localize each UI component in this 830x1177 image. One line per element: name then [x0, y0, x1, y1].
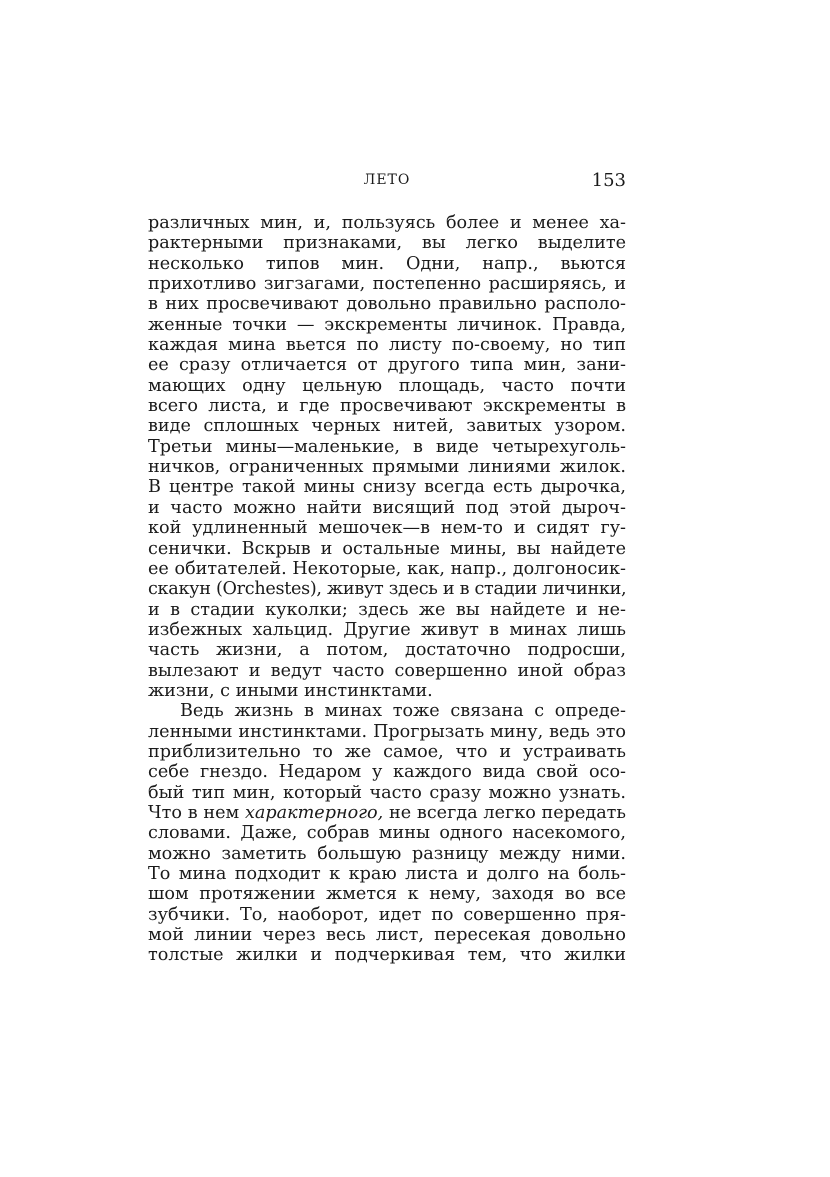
- text-line: зубчики. То, наоборот, идет по совершенно пря-: [148, 904, 626, 925]
- text-line: ее обитателей. Некоторые, как, напр., долгоносик-: [148, 558, 626, 579]
- running-head: ЛЕТО: [363, 172, 411, 188]
- emphasis-text: характерного,: [244, 802, 384, 823]
- text-line: сенички. Вскрыв и остальные мины, вы найдете: [148, 538, 626, 559]
- text-line: виде сплошных черных нитей, завитых узором.: [148, 416, 626, 437]
- text-line: мающих одну цельную площадь, часто почти: [148, 375, 626, 396]
- text-line: себе гнездо. Недаром у каждого вида свой осо-: [148, 762, 626, 783]
- text-line: жизни, с иными инстинктами.: [148, 680, 433, 701]
- text-line: прихотливо зигзагами, постепенно расширяясь, и: [148, 274, 626, 295]
- text-line: в них просвечивают довольно правильно располо-: [148, 294, 626, 315]
- page-header: [148, 170, 626, 194]
- text-line: вылезают и ведут часто совершенно иной образ: [148, 660, 626, 681]
- text-line: В центре такой мины снизу всегда есть дырочка,: [148, 477, 626, 498]
- text-line: мой линии через весь лист, пересекая довольно: [148, 925, 626, 946]
- text-line: каждая мина вьется по листу по-своему, но тип: [148, 335, 626, 356]
- text-line: женные точки — экскременты личинок. Правда,: [148, 314, 626, 335]
- paragraph: [148, 213, 626, 701]
- text-line: кой удлиненный мешочек—в нем-то и сидят гу-: [148, 518, 626, 539]
- text-line: избежных хальцид. Другие живут в минах лишь: [148, 619, 626, 640]
- text-run: не всегда легко передать: [383, 802, 626, 823]
- text-line: часть жизни, а потом, достаточно подросши,: [148, 640, 626, 661]
- text-line: скакун (Orchestes), живут здесь и в стадии личинки,: [148, 579, 627, 600]
- text-line: Третьи мины—маленькие, в виде четырехуголь-: [148, 436, 626, 457]
- text-line: шом протяжении жмется к нему, заходя во все: [148, 884, 626, 905]
- text-line: ничков, ограниченных прямыми линиями жилок.: [148, 457, 626, 478]
- text-line: несколько типов мин. Одни, напр., вьются: [148, 253, 626, 274]
- text-line: Ведь жизнь в минах тоже связана с опреде-: [180, 701, 626, 722]
- text-line: словами. Даже, собрав мины одного насекомого,: [148, 823, 626, 844]
- page-number: 153: [591, 170, 626, 191]
- text-line: и в стадии куколки; здесь же вы найдете и не-: [148, 599, 626, 620]
- text-line: различных мин, и, пользуясь более и менее ха-: [148, 213, 626, 233]
- text-line: всего листа, и где просвечивают экскременты в: [148, 396, 626, 417]
- text-run: Что в нем: [148, 802, 245, 823]
- text-line: ленными инстинктами. Прогрызать мину, ведь это: [148, 721, 626, 742]
- text-line: То мина подходит к краю листа и долго на боль-: [148, 864, 626, 884]
- text-line: рактерными признаками, вы легко выделите: [148, 233, 626, 254]
- body-text: [148, 213, 626, 966]
- text-line: ее сразу отличается от другого типа мин, зани-: [148, 355, 626, 376]
- text-line: толстые жилки и подчеркивая тем, что жилки: [148, 945, 626, 966]
- text-line: бый тип мин, который часто сразу можно узнать.: [148, 782, 626, 803]
- text-line: можно заметить большую разницу между ними.: [148, 843, 626, 864]
- text-line: приблизительно то же самое, что и устраивать: [148, 741, 626, 762]
- paragraph: [148, 701, 626, 965]
- text-line: и часто можно найти висящий под этой дыроч-: [148, 497, 626, 518]
- text-line: [148, 803, 626, 823]
